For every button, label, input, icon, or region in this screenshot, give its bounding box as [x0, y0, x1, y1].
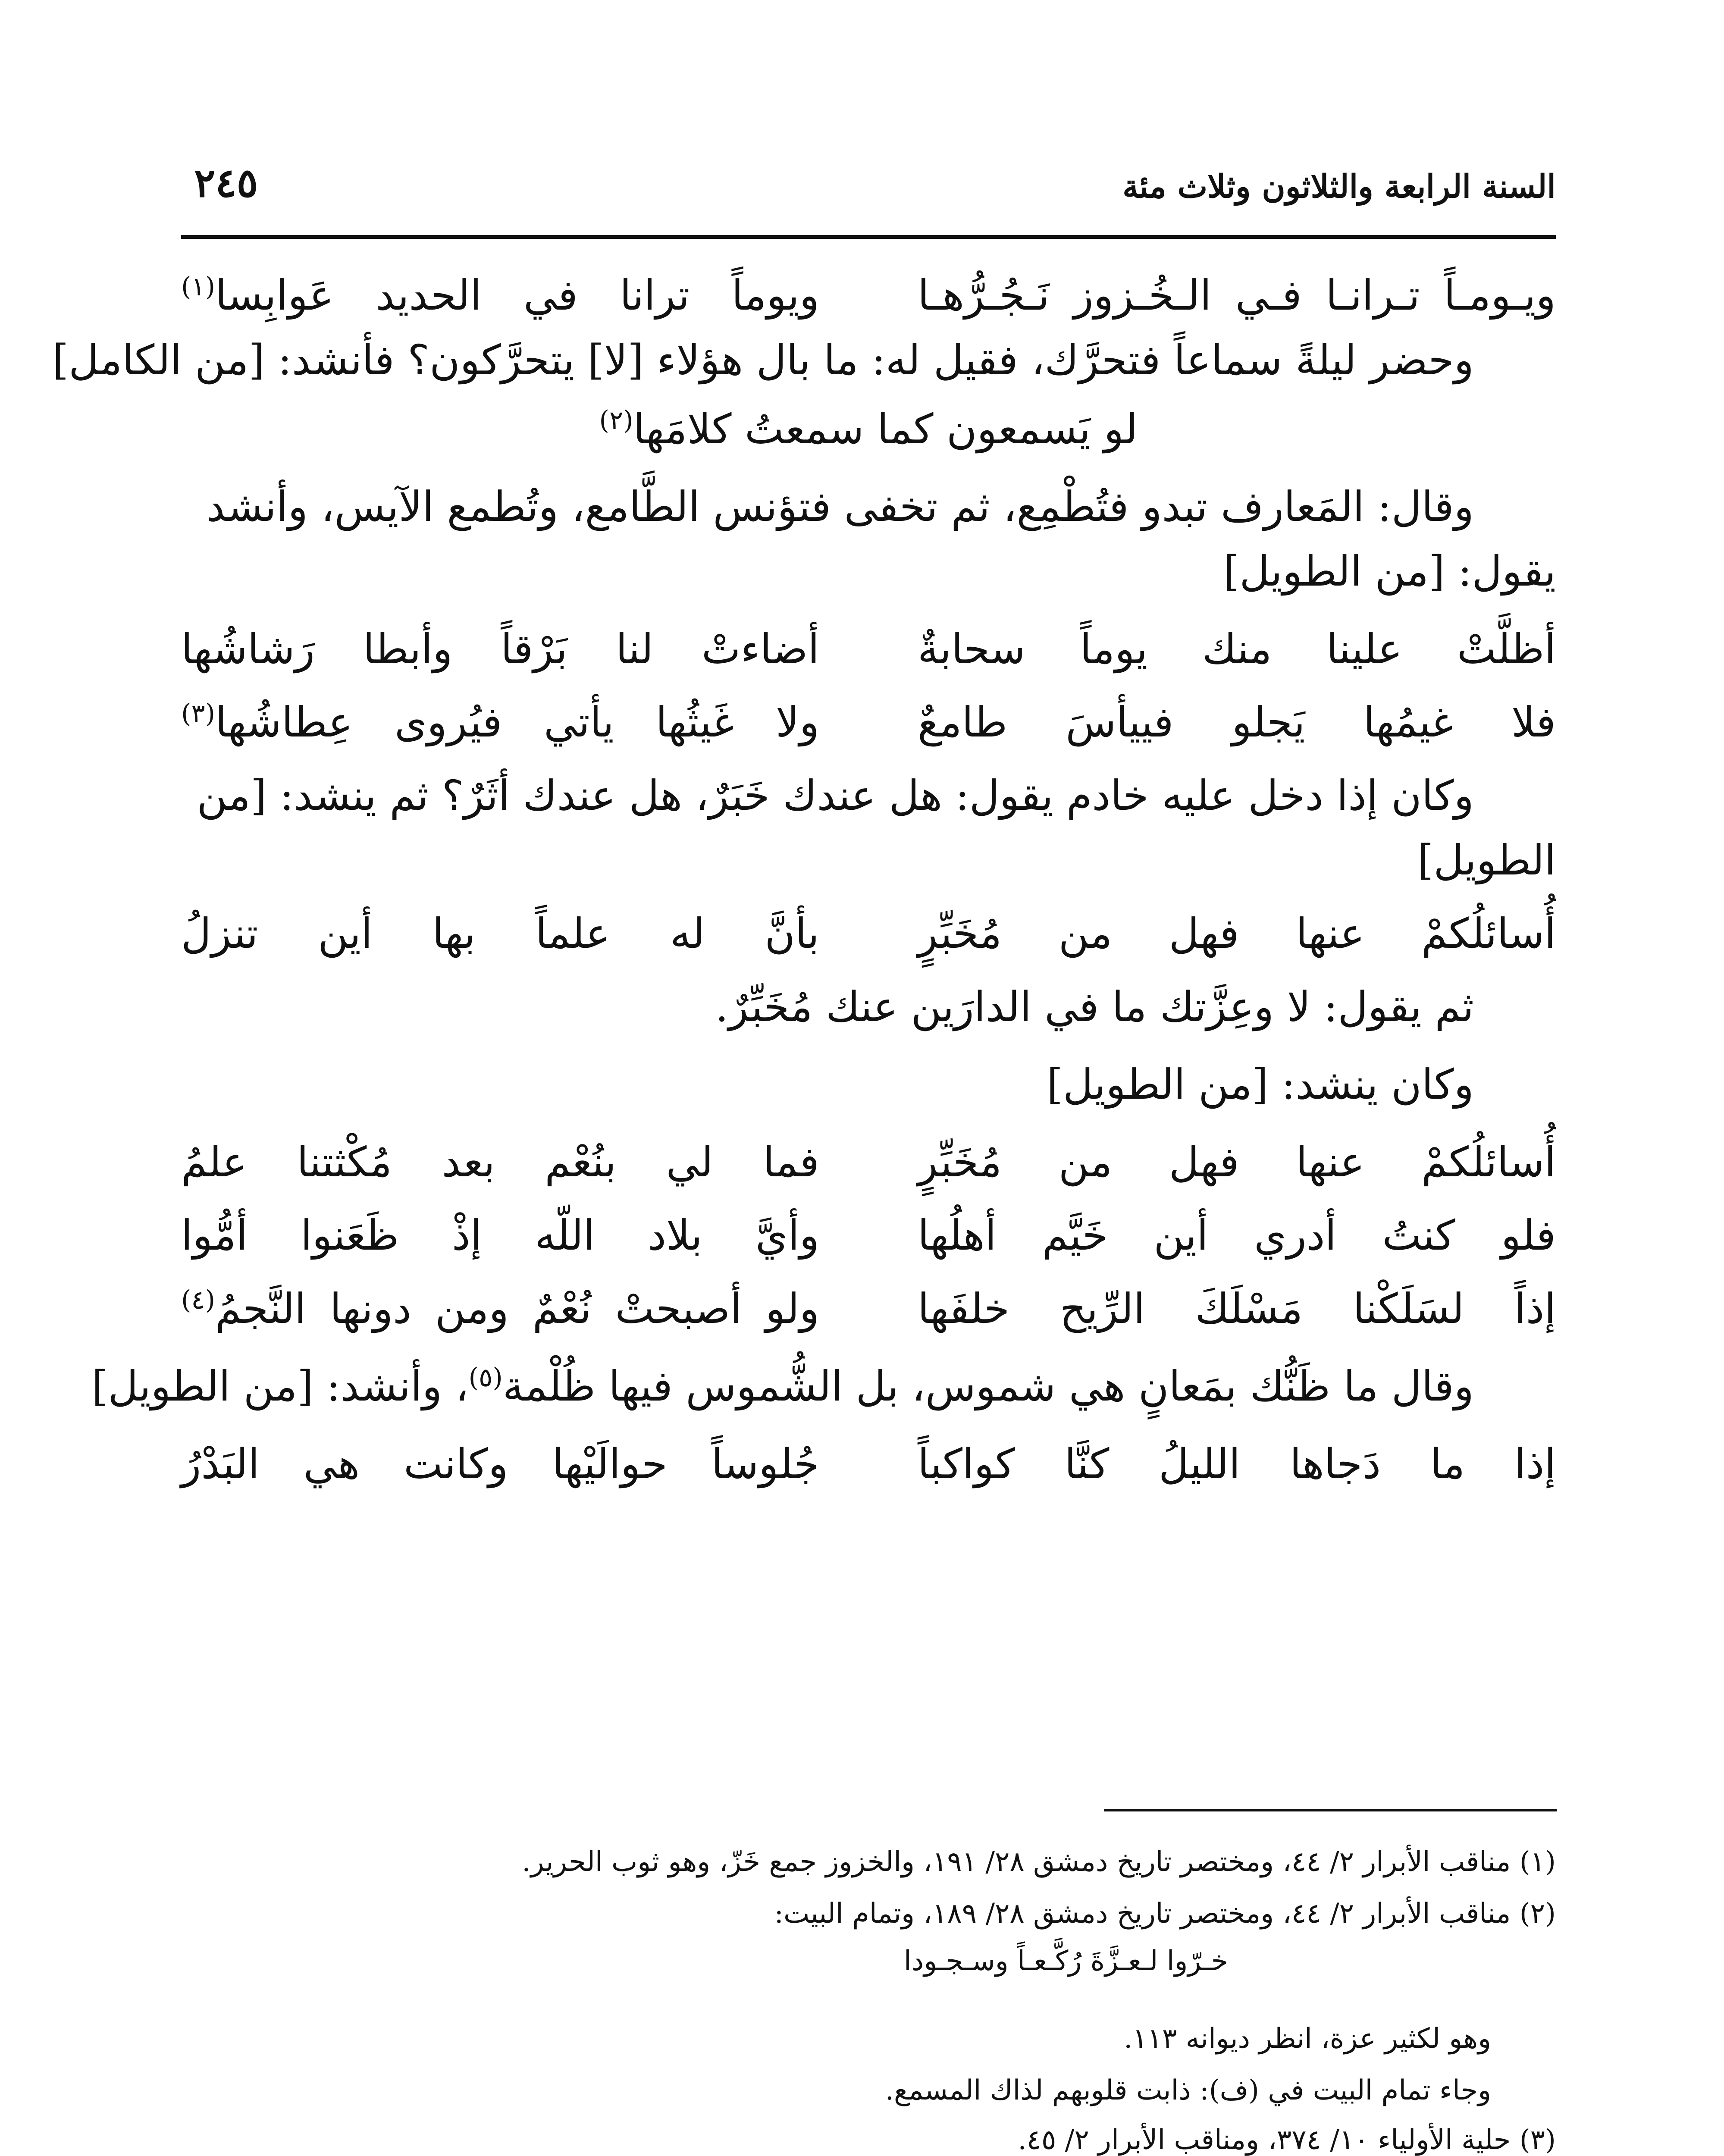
verse-first-hemistich: أُسائلُكمْ عنها فهل من مُخَبِّرٍ [918, 1138, 1556, 1186]
verse-second-hemistich: وأيَّ بلاد اللّه إذْ ظَعَنوا أمُّوا [181, 1211, 819, 1260]
verse-first-hemistich: فلا غيمُها يَجلو فييأسَ طامعٌ [918, 698, 1556, 746]
verse-text: ولو أصبحتْ نُعْمٌ ومن دونها النَّجمُ [215, 1285, 819, 1333]
verse-text: ويوماً ترانا في الحديد عَوابِسا [215, 271, 819, 320]
verse-line [181, 1207, 1556, 1263]
verse-first-hemistich: ويـومـاً تـرانـا فـي الـخُـزوز نَـجُـرُّهـا [918, 271, 1556, 320]
prose-line: الطويل] [1417, 836, 1556, 884]
footnote-ref: (١) [181, 272, 216, 302]
footnote-2-verse: خـرّوا لـعـزَّةَ رُكَّـعـاً وسـجـودا [904, 1945, 1228, 1977]
verse-first-hemistich: أظلَّتْ علينا منك يوماً سحابةٌ [918, 625, 1556, 673]
footnote-2-note: وجاء تمام البيت في (ف): ذابت قلوبهم لذاك المسمع. [885, 2075, 1491, 2106]
verse-first-hemistich: إذاً لسَلَكْنا مَسْلَكَ الرِّيح خلفَها [918, 1285, 1556, 1333]
footnote-1: (١) مناقب الأبرار ٢/ ٤٤، ومختصر تاريخ دمشق ٢٨/ ١٩١، والخزوز جمع خَزّ، وهو ثوب الحرير. [522, 1846, 1556, 1878]
page-number: ٢٤٥ [194, 160, 258, 206]
prose-line: يقول: [من الطويل] [1223, 547, 1556, 595]
running-title: السنة الرابعة والثلاثون وثلاث مئة [1122, 168, 1556, 205]
page-header [181, 155, 1556, 229]
footnote-ref: (٥) [468, 1363, 503, 1393]
verse-first-hemistich: إذا ما دَجاها الليلُ كنَّا كواكباً [918, 1440, 1556, 1488]
prose-text: وقال ما ظَنُّك بمَعانٍ هي شموس، بل الشُّموس فيها ظُلْمة [502, 1362, 1474, 1410]
prose-line: وقال: المَعارف تبدو فتُطْمِع، ثم تخفى فتؤنس الطَّامع، وتُطمع الآيس، وأنشد [206, 483, 1474, 531]
verse-line [181, 1436, 1556, 1492]
verse-second-hemistich [181, 694, 819, 750]
verse-second-hemistich: أضاءتْ لنا بَرْقاً وأبطا رَشاشُها [181, 625, 819, 673]
verse-second-hemistich [181, 1281, 819, 1337]
prose-line: وكان ينشد: [من الطويل] [1047, 1060, 1474, 1109]
verse-second-hemistich: بأنَّ له علماً بها أين تنزلُ [181, 909, 819, 958]
prose-line [91, 1358, 1556, 1414]
verse-line [181, 694, 1556, 750]
verse-text: لو يَسمعون كما سمعتُ كلامَها [633, 405, 1138, 453]
verse-line [181, 621, 1556, 677]
verse-text: ولا غَيثُها يأتي فيُروى عِطاشُها [215, 698, 819, 746]
prose-line: ثم يقول: لا وعِزَّتك ما في الدارَين عنك مُخَبِّرٌ. [715, 983, 1474, 1031]
prose-line: وكان إذا دخل عليه خادم يقول: هل عندك خَبَرٌ، هل عندك أثَرٌ؟ ثم ينشد: [من [197, 771, 1474, 820]
verse-line-centered [181, 401, 1556, 457]
footnote-ref: (٢) [599, 405, 633, 436]
footnote-2-note: وهو لكثير عزة، انظر ديوانه ١١٣. [1123, 2023, 1491, 2055]
verse-line [181, 906, 1556, 962]
verse-line [181, 267, 1556, 323]
footnote-2: (٢) مناقب الأبرار ٢/ ٤٤، ومختصر تاريخ دمشق ٢٨/ ١٨٩، وتمام البيت: [774, 1898, 1556, 1930]
prose-line: وحضر ليلةً سماعاً فتحرَّك، فقيل له: ما بال هؤلاء [لا] يتحرَّكون؟ فأنشد: [من الكامل] [52, 336, 1474, 384]
prose-text: ، وأنشد: [من الطويل] [91, 1362, 469, 1410]
verse-line [181, 1134, 1556, 1190]
header-rule [181, 235, 1556, 239]
verse-second-hemistich [181, 267, 819, 323]
verse-first-hemistich: فلو كنتُ أدري أين خَيَّم أهلُها [918, 1211, 1556, 1260]
verse-second-hemistich: جُلوساً حوالَيْها وكانت هي البَدْرُ [181, 1440, 819, 1488]
verse-second-hemistich: فما لي بنُعْم بعد مُكْثتنا علمُ [181, 1138, 819, 1186]
verse-first-hemistich: أُسائلُكمْ عنها فهل من مُخَبِّرٍ [918, 909, 1556, 958]
footnote-ref: (٣) [181, 699, 216, 729]
footnote-ref: (٤) [181, 1285, 216, 1315]
footnote-separator [1104, 1809, 1557, 1811]
verse-line [181, 1281, 1556, 1337]
footnote-3: (٣) حلية الأولياء ١٠/ ٣٧٤، ومناقب الأبرار ٢/ ٤٥. [1018, 2124, 1556, 2156]
